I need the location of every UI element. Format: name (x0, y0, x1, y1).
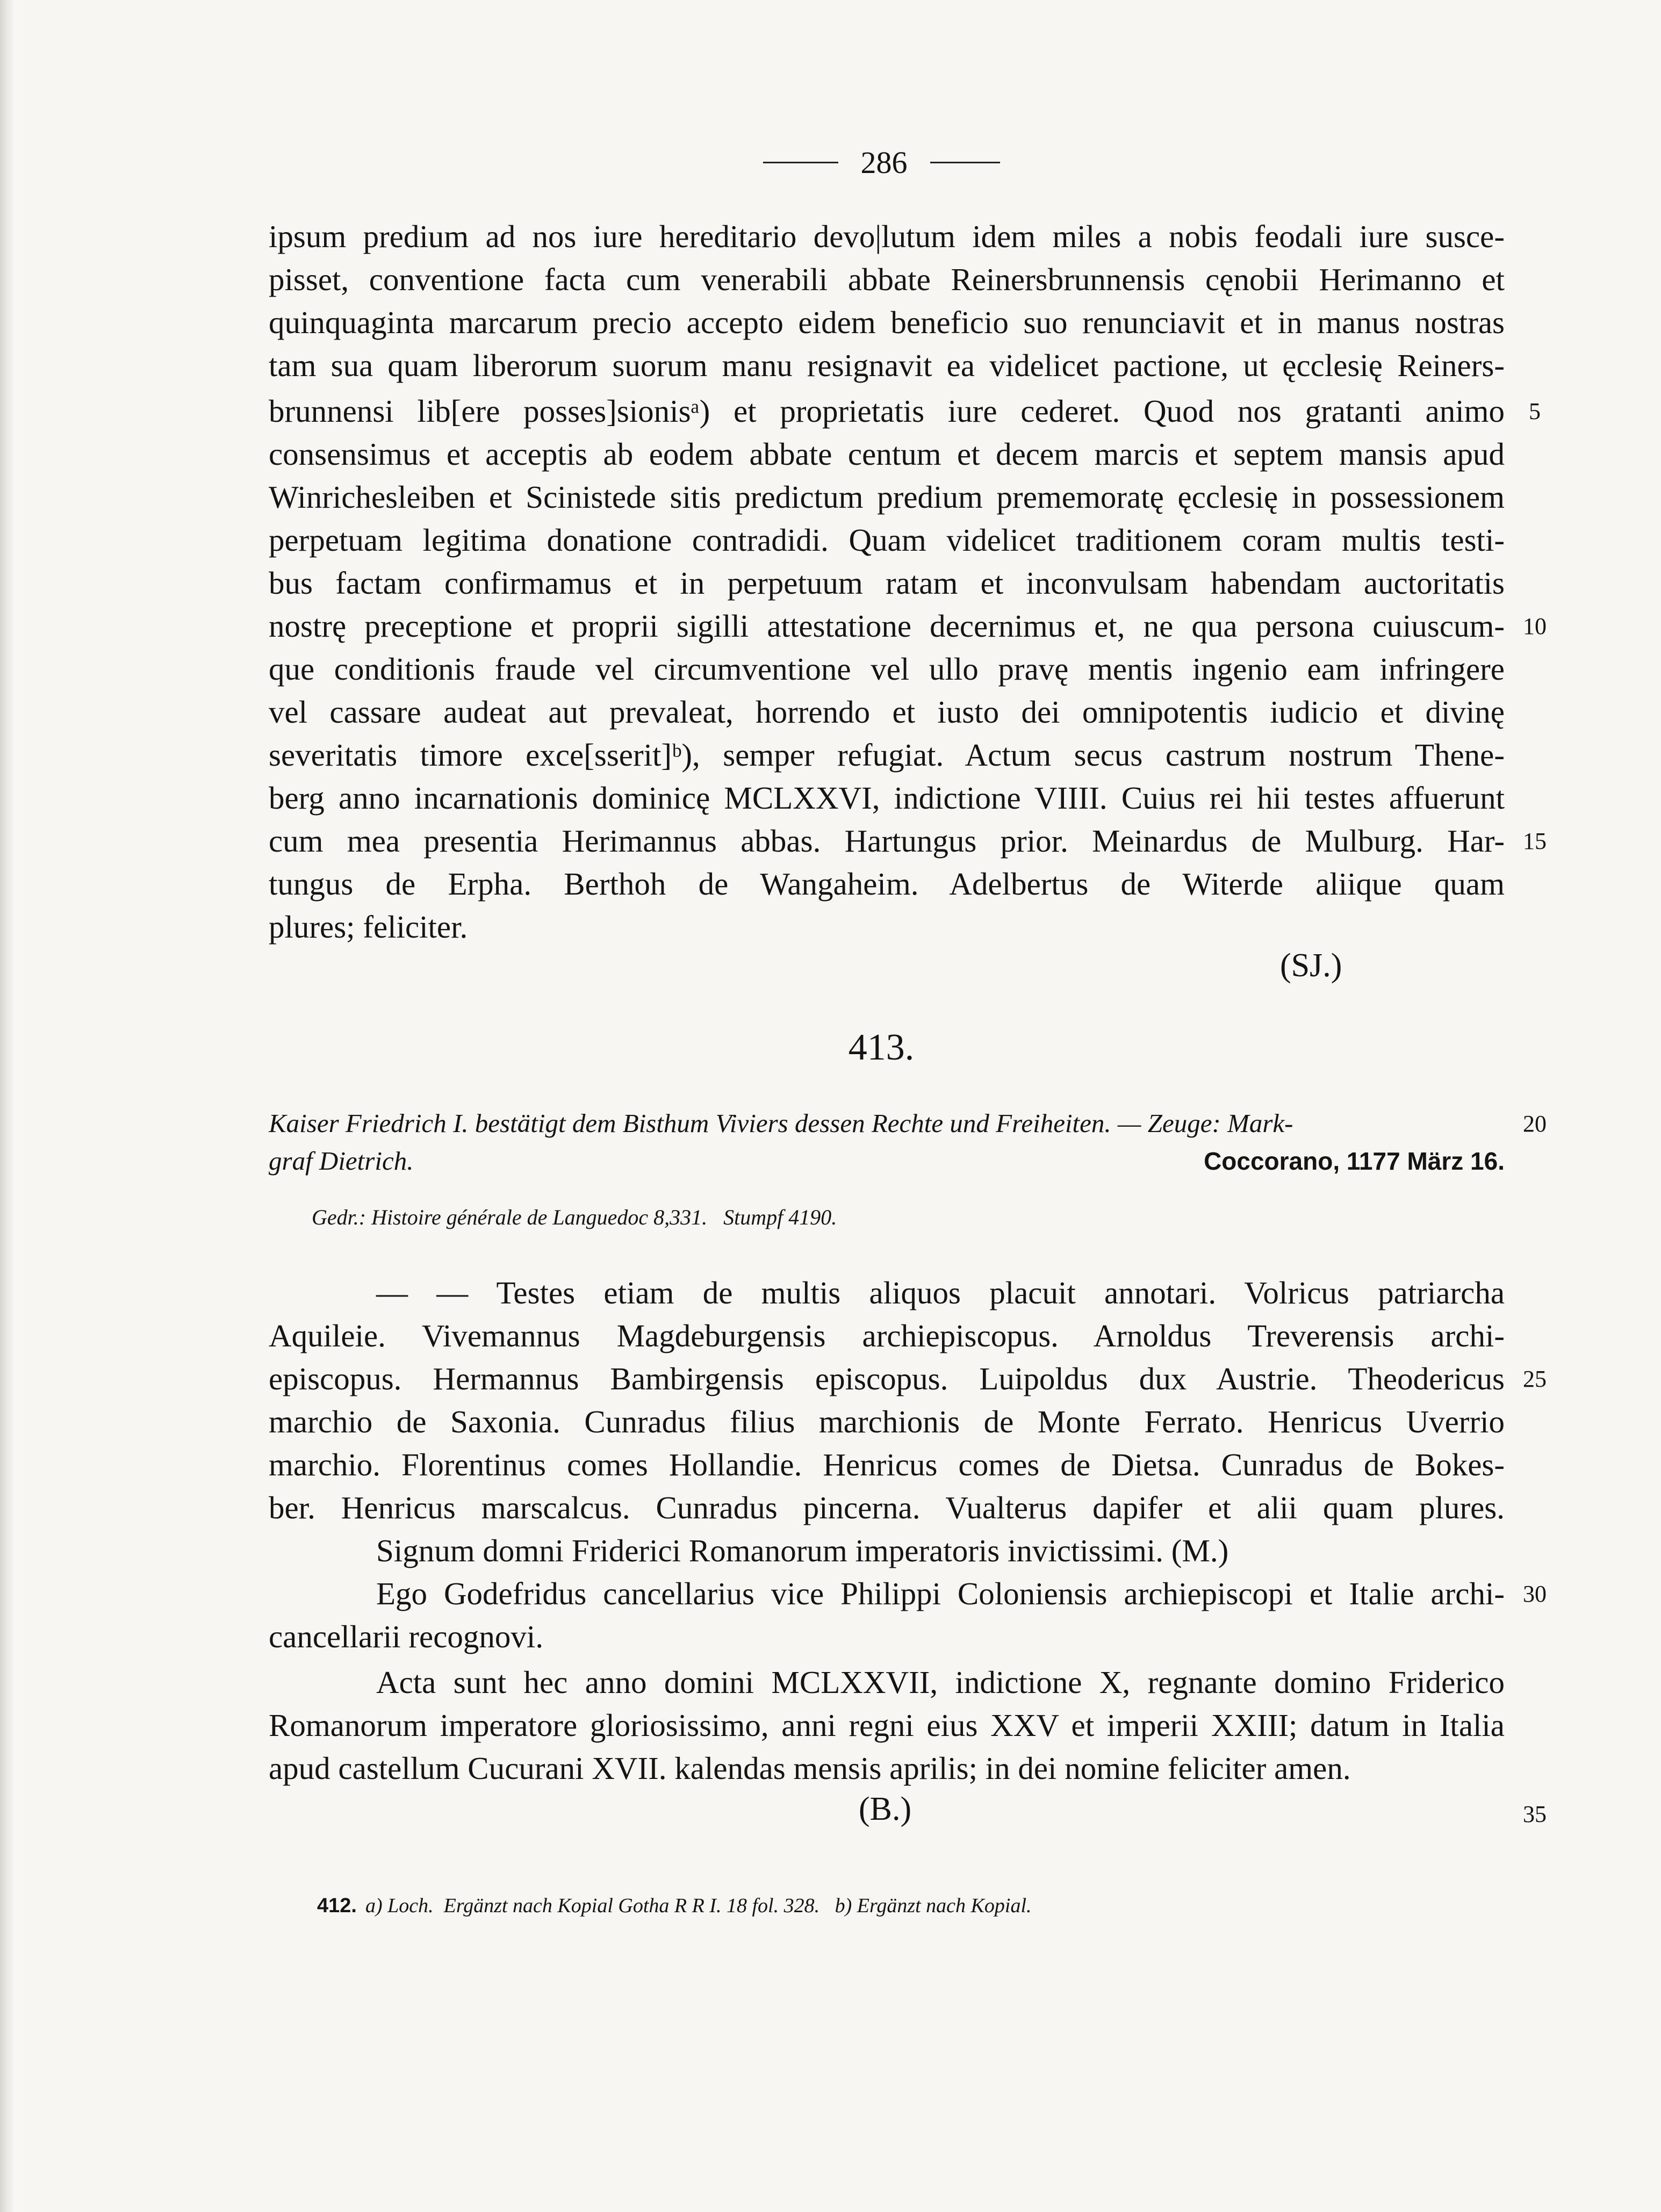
text-line: perpetuam legitima donatione contradidi. Quam videlicet traditionem coram multis testi- (269, 522, 1505, 558)
text-line: — — Testes etiam de multis aliquos placuit annotari. Volricus patriarcha (376, 1275, 1505, 1310)
text-line: marchio de Saxonia. Cunradus filius marchionis de Monte Ferrato. Henricus Uverrio (269, 1404, 1505, 1439)
text-line: Ego Godefridus cancellarius vice Philippi Coloniensis archiepiscopi et Italie archi- (376, 1576, 1505, 1611)
regest-line: graf Dietrich. (269, 1146, 414, 1176)
text-line: Acta sunt hec anno domini MCLXXVII, indictione X, regnante domino Friderico (376, 1665, 1505, 1700)
text-line: brunnensi lib[ere posses]sionisᵃ) et proprietatis iure cederet. Quod nos gratanti animo (269, 393, 1505, 429)
line-number: 10 (1523, 613, 1547, 639)
place-date: Coccorano, 1177 März 16. (1204, 1147, 1505, 1175)
header-rule-left (763, 162, 838, 163)
text-line: ber. Henricus marscalcus. Cunradus pincerna. Vualterus dapifer et alii quam plures. (269, 1490, 1505, 1525)
print-reference: Gedr.: Histoire générale de Languedoc 8,331. Stumpf 4190. (312, 1205, 837, 1229)
line-number: 25 (1523, 1365, 1547, 1392)
text-line: tam sua quam liberorum suorum manu resignavit ea videlicet pactione, ut ęcclesię Reiners- (269, 348, 1505, 383)
footnote (317, 1890, 1032, 1922)
text-line: consensimus et acceptis ab eodem abbate centum et decem marcis et septem mansis apud (269, 436, 1505, 472)
regest-line: Kaiser Friedrich I. bestätigt dem Bisthum Viviers dessen Rechte und Freiheiten. — Zeuge: Mark- (269, 1108, 1293, 1138)
source-mark: (B.) (859, 1791, 912, 1827)
header-rule-right (930, 162, 1000, 163)
text-line: Signum domni Friderici Romanorum imperatoris invictissimi. (M.) (376, 1533, 1229, 1568)
page-number: 286 (860, 145, 908, 180)
line-number: 15 (1523, 827, 1547, 854)
footnote-ref: 412. (317, 1894, 357, 1917)
text-line: tungus de Erpha. Berthoh de Wangaheim. Adelbertus de Witerde aliique quam (269, 866, 1505, 902)
text-line: ipsum predium ad nos iure hereditario devo|lutum idem miles a nobis feodali iure susce- (269, 219, 1505, 254)
line-number: 5 (1529, 398, 1541, 424)
text-line: Romanorum imperatore gloriosissimo, anni regni eius XXV et imperii XXIII; datum in Italia (269, 1707, 1505, 1743)
text-line: bus factam confirmamus et in perpetuum ratam et inconvulsam habendam auctoritatis (269, 565, 1505, 601)
text-line: severitatis timore exce[sserit]ᵇ), semper refugiat. Actum secus castrum nostrum Thene- (269, 737, 1505, 773)
text-line: berg anno incarnationis dominicę MCLXXVI, indictione VIIII. Cuius rei hii testes affuerunt (269, 780, 1505, 816)
text-line: episcopus. Hermannus Bambirgensis episcopus. Luipoldus dux Austrie. Theodericus (269, 1361, 1505, 1396)
line-number: 20 (1523, 1110, 1547, 1137)
line-number: 35 (1523, 1800, 1547, 1827)
text-line: cum mea presentia Herimannus abbas. Hartungus prior. Meinardus de Mulburg. Har- (269, 823, 1505, 859)
page-header (742, 141, 1021, 184)
text-line: Aquileie. Vivemannus Magdeburgensis archiepiscopus. Arnoldus Treverensis archi- (269, 1318, 1505, 1353)
text-line: cancellarii recognovi. (269, 1619, 544, 1654)
text-line: vel cassare audeat aut prevaleat, horrendo et iusto dei omnipotentis iudicio et divinę (269, 694, 1505, 730)
text-line: apud castellum Cucurani XVII. kalendas mensis aprilis; in dei nomine feliciter amen. (269, 1750, 1351, 1786)
line-number: 30 (1523, 1580, 1547, 1607)
text-line: que conditionis fraude vel circumventione vel ullo pravę mentis ingenio eam infringere (269, 651, 1505, 687)
scan-edge (0, 0, 14, 2212)
text-line: quinquaginta marcarum precio accepto eidem beneficio suo renunciavit et in manus nostras (269, 305, 1505, 340)
text-line: marchio. Florentinus comes Hollandie. Henricus comes de Dietsa. Cunradus de Bokes- (269, 1447, 1505, 1482)
footnote-text: a) Loch. Ergänzt nach Kopial Gotha R R I. 18 fol. 328. b) Ergänzt nach Kopial. (365, 1894, 1032, 1917)
source-mark: (SJ.) (1280, 947, 1342, 984)
text-line: nostrę preceptione et proprii sigilli attestatione decernimus et, ne qua persona cuiuscum- (269, 608, 1505, 644)
text-line: plures; feliciter. (269, 909, 468, 945)
document-number: 413. (848, 1027, 915, 1068)
text-line: Winrichesleiben et Scinistede sitis predictum predium prememoratę ęcclesię in possessionem (269, 479, 1505, 515)
text-line: pisset, conventione facta cum venerabili abbate Reinersbrunnensis cęnobii Herimanno et (269, 262, 1505, 297)
